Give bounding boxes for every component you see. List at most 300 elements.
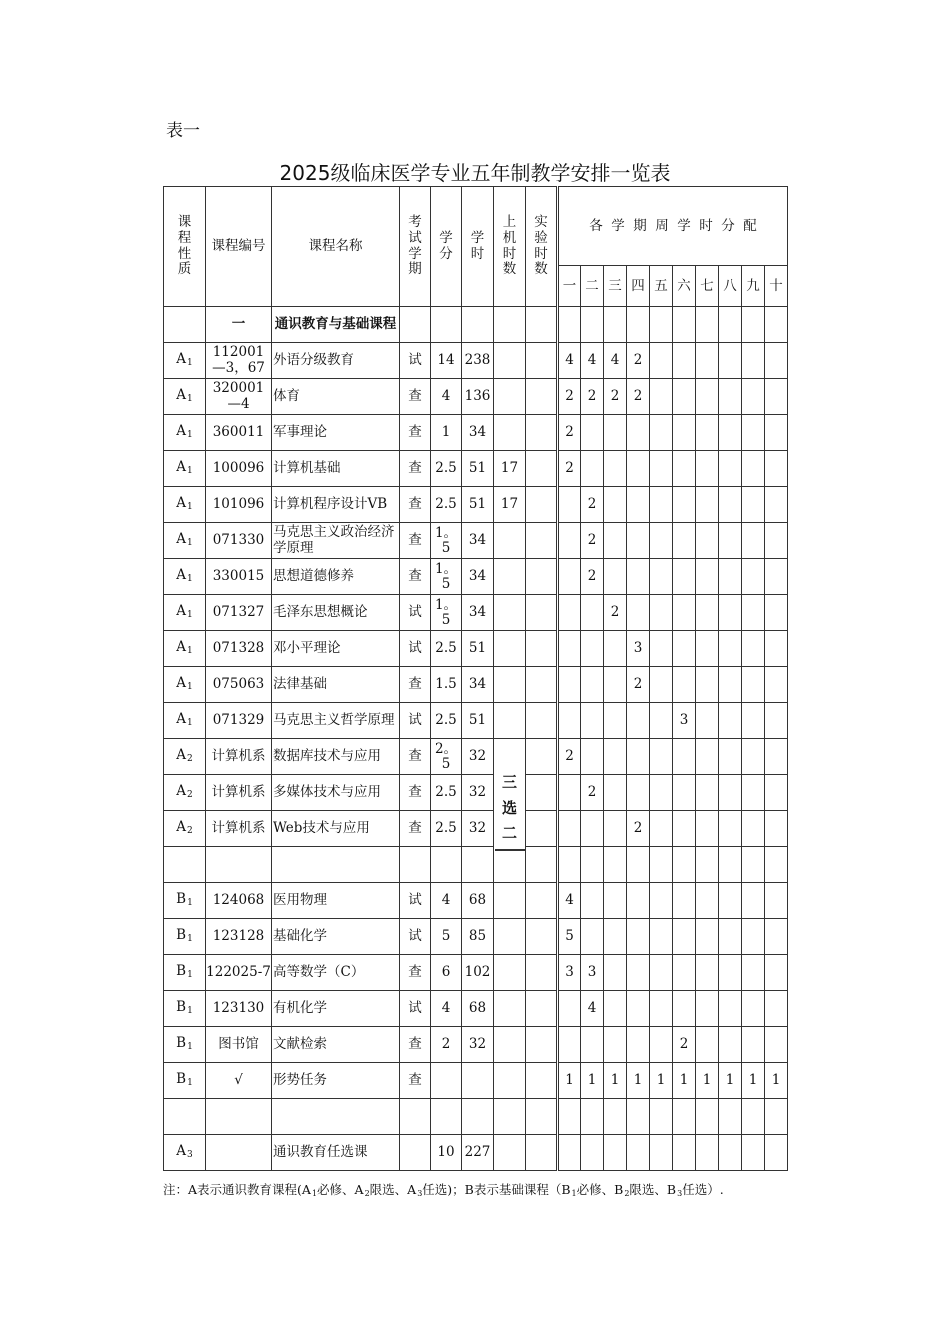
semester-hours bbox=[719, 955, 742, 991]
course-exam: 查 bbox=[400, 523, 431, 559]
semester-hours bbox=[604, 487, 627, 523]
semester-hours bbox=[673, 883, 696, 919]
header-nature: 课程性质 bbox=[164, 187, 206, 307]
semester-hours: 2 bbox=[604, 379, 627, 415]
header-exam-term: 考试学期 bbox=[400, 187, 431, 307]
semester-hours bbox=[650, 883, 673, 919]
semester-hours bbox=[742, 343, 765, 379]
course-name: 基础化学 bbox=[272, 919, 400, 955]
semester-hours: 2 bbox=[581, 379, 604, 415]
semester-hours bbox=[650, 343, 673, 379]
course-lab-hours bbox=[526, 667, 558, 703]
semester-hours bbox=[604, 1135, 627, 1171]
table-row bbox=[164, 919, 788, 955]
table-row bbox=[164, 739, 788, 775]
course-credit: 1.5 bbox=[431, 667, 462, 703]
semester-hours bbox=[650, 1027, 673, 1063]
course-code: 计算机系 bbox=[206, 775, 272, 811]
semester-hours bbox=[765, 703, 788, 739]
course-hours: 32 bbox=[462, 739, 494, 775]
semester-hours bbox=[650, 415, 673, 451]
course-hours: 32 bbox=[462, 775, 494, 811]
table-row bbox=[164, 487, 788, 523]
semester-hours bbox=[581, 451, 604, 487]
semester-hours bbox=[650, 631, 673, 667]
course-computer-hours bbox=[494, 667, 526, 703]
blank-row bbox=[164, 1099, 788, 1135]
course-nature: $A_1$ bbox=[164, 487, 206, 523]
course-exam: 查 bbox=[400, 379, 431, 415]
semester-hours bbox=[719, 883, 742, 919]
semester-hours bbox=[581, 703, 604, 739]
semester-hours bbox=[650, 523, 673, 559]
semester-hours: 1 bbox=[673, 1063, 696, 1099]
semester-hours bbox=[673, 667, 696, 703]
semester-hours bbox=[719, 415, 742, 451]
semester-hours bbox=[765, 559, 788, 595]
course-nature: $B_1$ bbox=[164, 919, 206, 955]
semester-hours bbox=[604, 415, 627, 451]
semester-hours bbox=[558, 559, 581, 595]
course-computer-hours bbox=[494, 631, 526, 667]
course-nature: $A_1$ bbox=[164, 415, 206, 451]
semester-group-char: 学 bbox=[611, 217, 625, 234]
semester-hours: 1 bbox=[558, 1063, 581, 1099]
course-nature: $A_1$ bbox=[164, 451, 206, 487]
course-computer-hours bbox=[494, 883, 526, 919]
header-row-1 bbox=[164, 187, 788, 266]
semester-hours bbox=[696, 451, 719, 487]
semester-hours bbox=[765, 955, 788, 991]
table-row bbox=[164, 775, 788, 811]
footnote: 注：A表示通识教育课程($A_1$必修、$A_2$限选、$A_3$任选)；B表示基础课程（$B_1$必修、$B_2$限选、$B_3$任选）. bbox=[163, 1182, 724, 1198]
semester-hours bbox=[627, 451, 650, 487]
semester-hours bbox=[673, 919, 696, 955]
semester-hours bbox=[650, 559, 673, 595]
semester-hours: 2 bbox=[627, 811, 650, 847]
course-code: 071329 bbox=[206, 703, 272, 739]
course-hours: 51 bbox=[462, 487, 494, 523]
semester-hours bbox=[650, 451, 673, 487]
course-computer-hours: 17 bbox=[494, 451, 526, 487]
course-name: 思想道德修养 bbox=[272, 559, 400, 595]
course-code: 320001—4 bbox=[206, 379, 272, 415]
semester-hours bbox=[696, 595, 719, 631]
course-name: 多媒体技术与应用 bbox=[272, 775, 400, 811]
semester-hours bbox=[604, 919, 627, 955]
course-name: 计算机程序设计VB bbox=[272, 487, 400, 523]
semester-hours: 1 bbox=[742, 1063, 765, 1099]
header-credits: 学分 bbox=[431, 187, 462, 307]
semester-group-char: 配 bbox=[743, 217, 757, 234]
semester-hours: 4 bbox=[604, 343, 627, 379]
semester-hours bbox=[742, 451, 765, 487]
course-hours: 68 bbox=[462, 991, 494, 1027]
semester-hours bbox=[627, 739, 650, 775]
course-nature: $A_1$ bbox=[164, 703, 206, 739]
blank-row bbox=[164, 847, 788, 883]
semester-hours bbox=[627, 559, 650, 595]
course-credit: 2 bbox=[431, 1027, 462, 1063]
course-code: 计算机系 bbox=[206, 739, 272, 775]
semester-hours bbox=[719, 595, 742, 631]
table-row bbox=[164, 595, 788, 631]
course-hours: 227 bbox=[462, 1135, 494, 1171]
course-code: 071327 bbox=[206, 595, 272, 631]
course-nature: $B_1$ bbox=[164, 955, 206, 991]
course-credit: 1。5 bbox=[431, 523, 462, 559]
course-lab-hours bbox=[526, 487, 558, 523]
course-code: 123130 bbox=[206, 991, 272, 1027]
semester-hours bbox=[719, 739, 742, 775]
course-nature: $B_1$ bbox=[164, 1027, 206, 1063]
course-hours: 136 bbox=[462, 379, 494, 415]
semester-hours bbox=[627, 487, 650, 523]
semester-hours bbox=[696, 559, 719, 595]
semester-hours bbox=[673, 379, 696, 415]
header-semester-3: 三 bbox=[604, 266, 627, 307]
semester-hours bbox=[650, 703, 673, 739]
semester-hours bbox=[742, 739, 765, 775]
semester-hours bbox=[742, 559, 765, 595]
semester-hours: 1 bbox=[581, 1063, 604, 1099]
semester-hours bbox=[673, 487, 696, 523]
semester-hours bbox=[558, 703, 581, 739]
semester-hours bbox=[627, 1135, 650, 1171]
header-semester-1: 一 bbox=[558, 266, 581, 307]
course-credit: 14 bbox=[431, 343, 462, 379]
semester-group-char: 周 bbox=[655, 217, 669, 234]
course-code: 360011 bbox=[206, 415, 272, 451]
semester-hours bbox=[558, 631, 581, 667]
course-computer-hours bbox=[494, 1063, 526, 1099]
semester-hours bbox=[765, 919, 788, 955]
header-semester-6: 六 bbox=[673, 266, 696, 307]
course-lab-hours bbox=[526, 883, 558, 919]
course-lab-hours bbox=[526, 919, 558, 955]
course-code bbox=[206, 1135, 272, 1171]
semester-hours bbox=[765, 1135, 788, 1171]
semester-hours: 4 bbox=[558, 343, 581, 379]
semester-hours bbox=[719, 919, 742, 955]
header-semester-2: 二 bbox=[581, 266, 604, 307]
course-lab-hours bbox=[526, 415, 558, 451]
course-code: 122025-7 bbox=[206, 955, 272, 991]
course-exam bbox=[400, 1135, 431, 1171]
semester-hours bbox=[719, 1135, 742, 1171]
semester-hours bbox=[650, 811, 673, 847]
table-row bbox=[164, 523, 788, 559]
course-credit: 1。5 bbox=[431, 595, 462, 631]
header-semester-7: 七 bbox=[696, 266, 719, 307]
course-hours: 34 bbox=[462, 523, 494, 559]
course-hours: 68 bbox=[462, 883, 494, 919]
course-name: 马克思主义哲学原理 bbox=[272, 703, 400, 739]
semester-hours bbox=[673, 631, 696, 667]
course-computer-hours bbox=[494, 415, 526, 451]
table-row bbox=[164, 955, 788, 991]
semester-hours bbox=[673, 1135, 696, 1171]
semester-hours bbox=[696, 775, 719, 811]
semester-hours bbox=[742, 919, 765, 955]
course-name: Web技术与应用 bbox=[272, 811, 400, 847]
semester-hours bbox=[604, 631, 627, 667]
semester-hours bbox=[673, 415, 696, 451]
course-hours: 51 bbox=[462, 703, 494, 739]
semester-hours bbox=[627, 595, 650, 631]
semester-hours bbox=[696, 487, 719, 523]
semester-hours bbox=[650, 919, 673, 955]
header-semester-10: 十 bbox=[765, 266, 788, 307]
semester-hours bbox=[627, 955, 650, 991]
semester-hours bbox=[604, 559, 627, 595]
course-exam: 查 bbox=[400, 415, 431, 451]
course-lab-hours bbox=[526, 379, 558, 415]
semester-hours bbox=[696, 343, 719, 379]
semester-hours: 2 bbox=[558, 451, 581, 487]
course-name: 数据库技术与应用 bbox=[272, 739, 400, 775]
course-hours: 32 bbox=[462, 1027, 494, 1063]
table-label: 表一 bbox=[166, 121, 200, 141]
course-credit: 10 bbox=[431, 1135, 462, 1171]
semester-hours bbox=[627, 775, 650, 811]
semester-hours bbox=[604, 883, 627, 919]
semester-hours: 1 bbox=[696, 1063, 719, 1099]
course-lab-hours bbox=[526, 739, 558, 775]
semester-hours bbox=[650, 775, 673, 811]
semester-hours: 1 bbox=[765, 1063, 788, 1099]
semester-hours bbox=[558, 991, 581, 1027]
semester-hours bbox=[673, 343, 696, 379]
semester-hours bbox=[650, 595, 673, 631]
course-credit: 4 bbox=[431, 379, 462, 415]
table-row bbox=[164, 631, 788, 667]
table-row bbox=[164, 1135, 788, 1171]
semester-hours bbox=[765, 595, 788, 631]
semester-hours bbox=[604, 703, 627, 739]
semester-hours bbox=[627, 415, 650, 451]
semester-hours bbox=[742, 379, 765, 415]
semester-hours bbox=[719, 991, 742, 1027]
course-hours: 85 bbox=[462, 919, 494, 955]
semester-hours bbox=[673, 595, 696, 631]
semester-hours: 4 bbox=[581, 991, 604, 1027]
semester-hours bbox=[627, 919, 650, 955]
course-nature: $A_2$ bbox=[164, 811, 206, 847]
semester-hours bbox=[650, 739, 673, 775]
course-nature: $B_1$ bbox=[164, 991, 206, 1027]
course-lab-hours bbox=[526, 559, 558, 595]
course-code: 计算机系 bbox=[206, 811, 272, 847]
semester-hours bbox=[673, 451, 696, 487]
semester-hours bbox=[719, 451, 742, 487]
semester-hours bbox=[696, 703, 719, 739]
header-computer-hours: 上机时数 bbox=[494, 187, 526, 307]
course-name: 文献检索 bbox=[272, 1027, 400, 1063]
course-lab-hours bbox=[526, 1063, 558, 1099]
semester-hours bbox=[604, 991, 627, 1027]
semester-hours bbox=[719, 523, 742, 559]
course-credit: 1 bbox=[431, 415, 462, 451]
semester-hours bbox=[604, 775, 627, 811]
course-name: 体育 bbox=[272, 379, 400, 415]
course-nature: $A_1$ bbox=[164, 343, 206, 379]
course-computer-hours: 17 bbox=[494, 487, 526, 523]
semester-hours: 2 bbox=[627, 667, 650, 703]
course-hours: 34 bbox=[462, 667, 494, 703]
semester-hours bbox=[696, 415, 719, 451]
semester-hours bbox=[742, 703, 765, 739]
semester-hours: 2 bbox=[627, 379, 650, 415]
semester-hours bbox=[558, 487, 581, 523]
course-lab-hours bbox=[526, 955, 558, 991]
semester-group-char: 期 bbox=[633, 217, 647, 234]
header-semester-8: 八 bbox=[719, 266, 742, 307]
semester-hours bbox=[742, 523, 765, 559]
course-name: 形势任务 bbox=[272, 1063, 400, 1099]
semester-hours bbox=[604, 451, 627, 487]
semester-hours bbox=[581, 415, 604, 451]
course-computer-hours bbox=[494, 991, 526, 1027]
semester-hours bbox=[581, 1135, 604, 1171]
semester-hours bbox=[765, 1027, 788, 1063]
semester-hours: 1 bbox=[627, 1063, 650, 1099]
table-row bbox=[164, 343, 788, 379]
semester-hours bbox=[627, 523, 650, 559]
semester-hours bbox=[673, 775, 696, 811]
semester-hours bbox=[581, 739, 604, 775]
semester-hours bbox=[581, 919, 604, 955]
semester-hours bbox=[581, 631, 604, 667]
course-credit: 2.5 bbox=[431, 631, 462, 667]
semester-hours bbox=[558, 667, 581, 703]
course-name: 邓小平理论 bbox=[272, 631, 400, 667]
course-exam: 查 bbox=[400, 487, 431, 523]
course-lab-hours bbox=[526, 811, 558, 847]
semester-hours bbox=[696, 379, 719, 415]
semester-hours bbox=[696, 811, 719, 847]
course-code: 124068 bbox=[206, 883, 272, 919]
semester-hours bbox=[719, 559, 742, 595]
course-hours: 102 bbox=[462, 955, 494, 991]
course-nature: $A_1$ bbox=[164, 667, 206, 703]
section-number: 一 bbox=[206, 307, 272, 343]
semester-hours bbox=[558, 775, 581, 811]
course-code: 101096 bbox=[206, 487, 272, 523]
course-exam: 试 bbox=[400, 703, 431, 739]
semester-hours bbox=[604, 811, 627, 847]
elective-bar bbox=[495, 849, 525, 851]
course-code: 100096 bbox=[206, 451, 272, 487]
header-semester-group bbox=[558, 187, 788, 266]
course-computer-hours bbox=[494, 1027, 526, 1063]
course-credit: 4 bbox=[431, 991, 462, 1027]
semester-hours bbox=[558, 1027, 581, 1063]
semester-hours bbox=[581, 595, 604, 631]
elective-note: 三选二 bbox=[494, 739, 526, 883]
semester-hours bbox=[558, 523, 581, 559]
course-exam: 试 bbox=[400, 991, 431, 1027]
semester-hours bbox=[742, 415, 765, 451]
semester-hours bbox=[650, 991, 673, 1027]
semester-hours bbox=[673, 991, 696, 1027]
semester-hours: 3 bbox=[558, 955, 581, 991]
course-exam: 试 bbox=[400, 595, 431, 631]
course-exam: 查 bbox=[400, 1027, 431, 1063]
semester-hours: 2 bbox=[673, 1027, 696, 1063]
table-row bbox=[164, 667, 788, 703]
semester-hours bbox=[765, 631, 788, 667]
semester-hours bbox=[765, 991, 788, 1027]
course-lab-hours bbox=[526, 631, 558, 667]
course-hours: 34 bbox=[462, 595, 494, 631]
semester-hours bbox=[765, 775, 788, 811]
course-name: 军事理论 bbox=[272, 415, 400, 451]
table-row bbox=[164, 415, 788, 451]
semester-hours: 2 bbox=[581, 523, 604, 559]
semester-hours bbox=[742, 1135, 765, 1171]
course-credit: 1。5 bbox=[431, 559, 462, 595]
course-computer-hours bbox=[494, 523, 526, 559]
semester-hours: 3 bbox=[673, 703, 696, 739]
semester-hours bbox=[765, 379, 788, 415]
semester-hours bbox=[696, 991, 719, 1027]
schedule-table bbox=[163, 186, 788, 1171]
semester-hours: 3 bbox=[581, 955, 604, 991]
course-code: 071330 bbox=[206, 523, 272, 559]
semester-hours bbox=[627, 703, 650, 739]
semester-hours bbox=[604, 523, 627, 559]
course-exam: 查 bbox=[400, 955, 431, 991]
semester-hours: 2 bbox=[558, 415, 581, 451]
semester-hours bbox=[719, 487, 742, 523]
header-lab-hours: 实验时数 bbox=[526, 187, 558, 307]
course-name: 通识教育任选课 bbox=[272, 1135, 400, 1171]
semester-hours bbox=[650, 667, 673, 703]
semester-hours bbox=[719, 1027, 742, 1063]
course-nature: $A_1$ bbox=[164, 631, 206, 667]
course-credit: 4 bbox=[431, 883, 462, 919]
course-nature: $A_1$ bbox=[164, 523, 206, 559]
course-computer-hours bbox=[494, 703, 526, 739]
semester-hours bbox=[558, 595, 581, 631]
course-name: 马克思主义政治经济学原理 bbox=[272, 523, 400, 559]
page-title: 2025级临床医学专业五年制教学安排一览表 bbox=[279, 161, 671, 185]
semester-hours: 4 bbox=[558, 883, 581, 919]
semester-hours bbox=[742, 883, 765, 919]
course-exam: 查 bbox=[400, 775, 431, 811]
course-credit: 2.5 bbox=[431, 487, 462, 523]
course-credit bbox=[431, 1063, 462, 1099]
semester-group-char: 分 bbox=[721, 217, 735, 234]
semester-hours bbox=[696, 919, 719, 955]
course-credit: 2.5 bbox=[431, 451, 462, 487]
course-nature: $A_1$ bbox=[164, 379, 206, 415]
course-lab-hours bbox=[526, 343, 558, 379]
table-row bbox=[164, 1063, 788, 1099]
course-name: 法律基础 bbox=[272, 667, 400, 703]
course-code: 330015 bbox=[206, 559, 272, 595]
course-name: 毛泽东思想概论 bbox=[272, 595, 400, 631]
semester-hours bbox=[581, 667, 604, 703]
semester-hours bbox=[719, 775, 742, 811]
semester-hours bbox=[696, 667, 719, 703]
semester-hours bbox=[627, 991, 650, 1027]
semester-hours bbox=[765, 811, 788, 847]
course-exam: 查 bbox=[400, 1063, 431, 1099]
course-exam: 试 bbox=[400, 343, 431, 379]
course-exam: 查 bbox=[400, 667, 431, 703]
